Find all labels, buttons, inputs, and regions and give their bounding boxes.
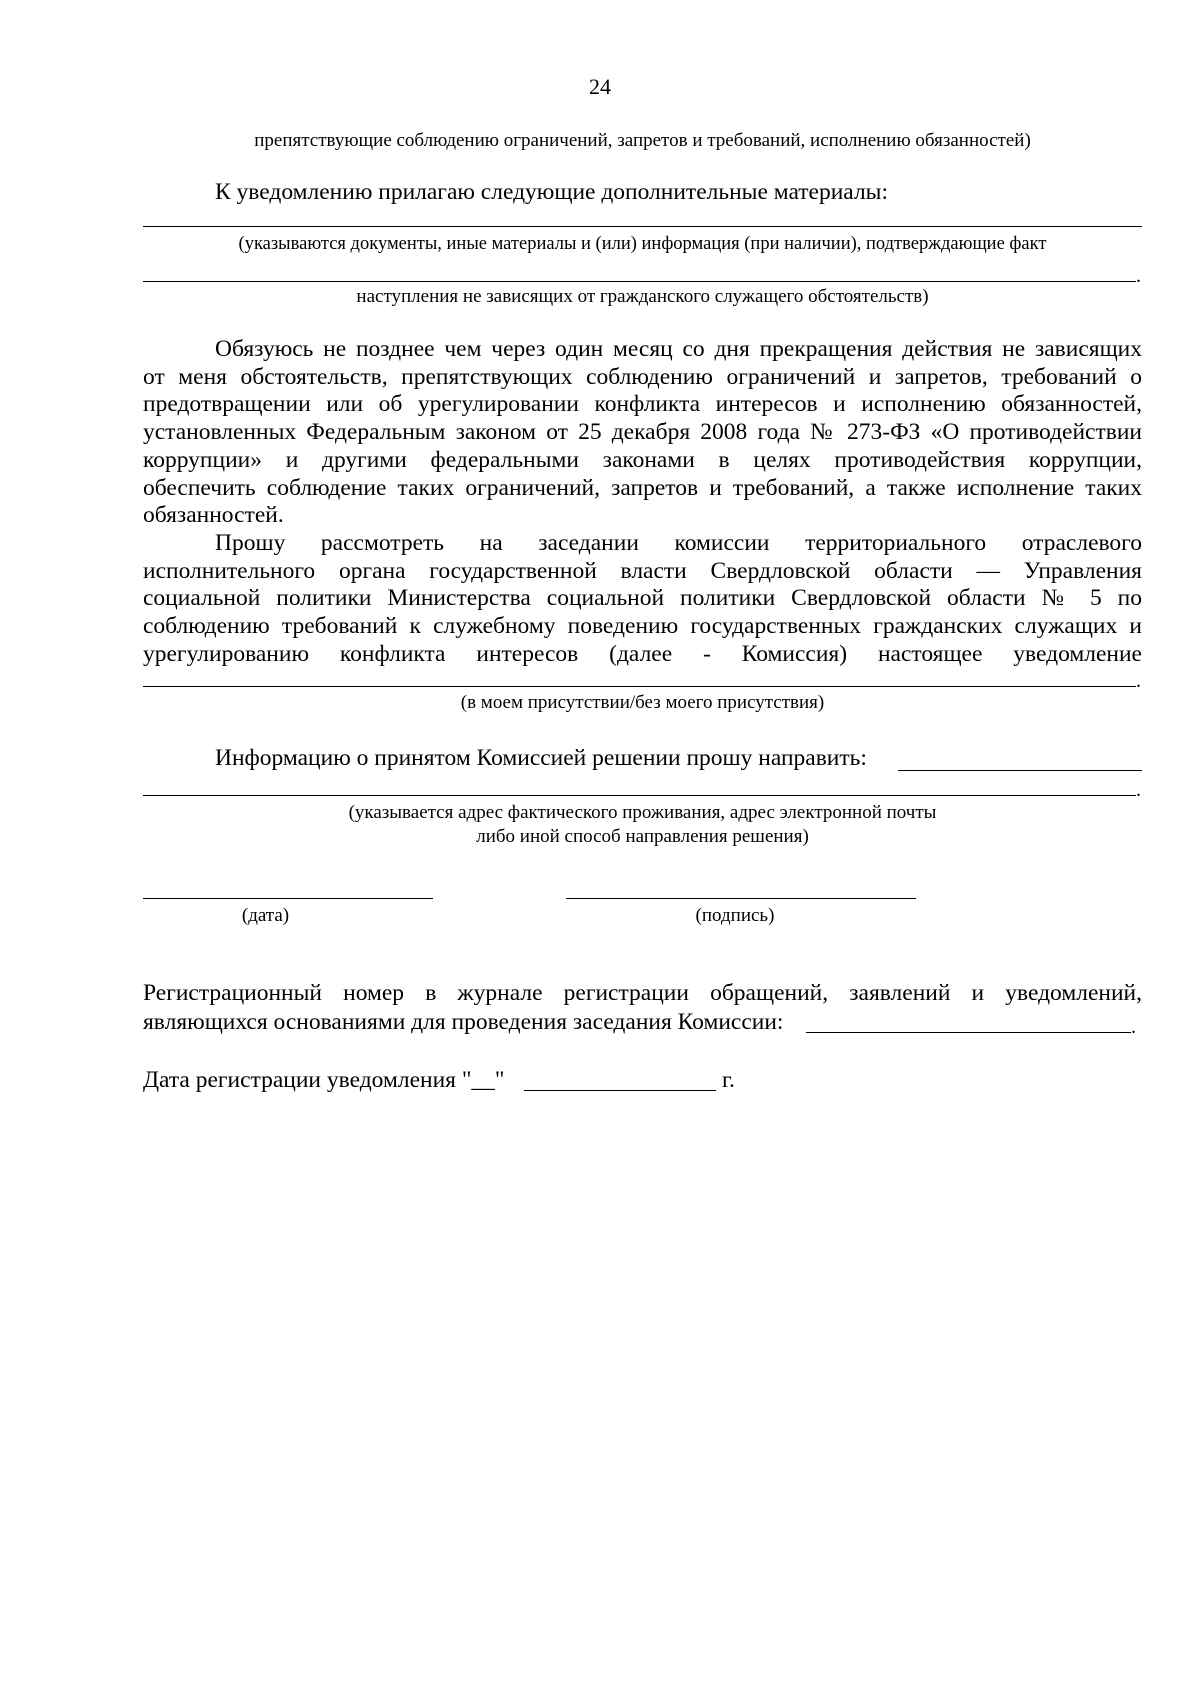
registration-date-blank[interactable]: [524, 1090, 716, 1091]
decision-delivery-text: Информацию о принятом Комиссией решении прошу направить:: [215, 745, 867, 771]
request-line: урегулированию конфликта интересов (далее - Комиссия) настоящее уведомление: [143, 640, 1142, 667]
obligation-line: обеспечить соблюдение таких ограничений, запретов и требований, а также исполнение таких: [143, 474, 1142, 501]
decision-caption-2: либо иной способ направления решения): [476, 826, 809, 847]
caption-obstacles: препятствующие соблюдению ограничений, запретов и требований, исполнению обязанностей): [254, 130, 1031, 151]
request-line: исполнительного органа государственной власти Свердловской области — Управления: [143, 557, 1142, 584]
attachments-intro: К уведомлению прилагаю следующие дополнительные материалы:: [215, 179, 888, 205]
date-blank-line[interactable]: [143, 898, 433, 899]
presence-caption: (в моем присутствии/без моего присутствия): [460, 692, 825, 713]
request-paragraph: [143, 530, 1142, 669]
obligation-line: обязанностей.: [143, 502, 284, 529]
date-label: (дата): [241, 905, 290, 926]
signature-label: (подпись): [695, 905, 775, 926]
registration-line-2: являющихся основаниями для проведения заседания Комиссии:: [143, 1009, 784, 1035]
attachments-caption-1: (указываются документы, иные материалы и (или) информация (при наличии), подтверждающие факт: [238, 234, 1047, 254]
obligation-line: от меня обстоятельств, препятствующих соблюдению ограничений и запретов, требований о: [143, 363, 1142, 390]
request-line: соблюдению требований к служебному поведению государственных гражданских служащих и: [143, 613, 1142, 640]
registration-date-suffix: г.: [722, 1067, 735, 1093]
presence-blank-line[interactable]: [143, 686, 1136, 687]
obligation-line: Обязуюсь не позднее чем через один месяц со дня прекращения действия не зависящих: [215, 336, 1142, 362]
page-number: 24: [589, 74, 611, 99]
request-line: социальной политики Министерства социальной политики Свердловской области № 5 по: [143, 585, 1142, 612]
attachments-blank-line-1[interactable]: [143, 226, 1142, 227]
registration-line-period: .: [1131, 1016, 1136, 1038]
obligation-line: предотвращении или об урегулировании конфликта интересов и исполнению обязанностей,: [143, 391, 1142, 418]
decision-delivery-blank-line[interactable]: [143, 795, 1136, 796]
registration-paragraph: [143, 980, 1142, 1008]
obligation-line: установленных Федеральным законом от 25 декабря 2008 года № 273-ФЗ «О противодействии: [143, 419, 1142, 446]
registration-line-1: Регистрационный номер в журнале регистрации обращений, заявлений и уведомлений,: [143, 980, 1142, 1006]
attachments-caption-2: наступления не зависящих от гражданского служащего обстоятельств): [356, 286, 929, 307]
obligation-line: коррупции» и другими федеральными законами в целях противодействия коррупции,: [143, 446, 1142, 473]
decision-caption-1: (указывается адрес фактического проживания, адрес электронной почты: [348, 802, 937, 823]
registration-date-prefix: Дата регистрации уведомления "__": [143, 1067, 505, 1093]
registration-number-blank[interactable]: [806, 1032, 1131, 1033]
request-line: Прошу рассмотреть на заседании комиссии территориального отраслевого: [215, 530, 1142, 556]
obligation-paragraph: [143, 336, 1142, 530]
decision-delivery-blank-inline[interactable]: [898, 770, 1142, 771]
attachments-line-2-period: .: [1136, 265, 1141, 287]
attachments-blank-line-2[interactable]: [143, 281, 1136, 282]
decision-line-period: .: [1136, 779, 1141, 801]
presence-line-period: .: [1136, 670, 1141, 692]
signature-blank-line[interactable]: [566, 898, 916, 899]
